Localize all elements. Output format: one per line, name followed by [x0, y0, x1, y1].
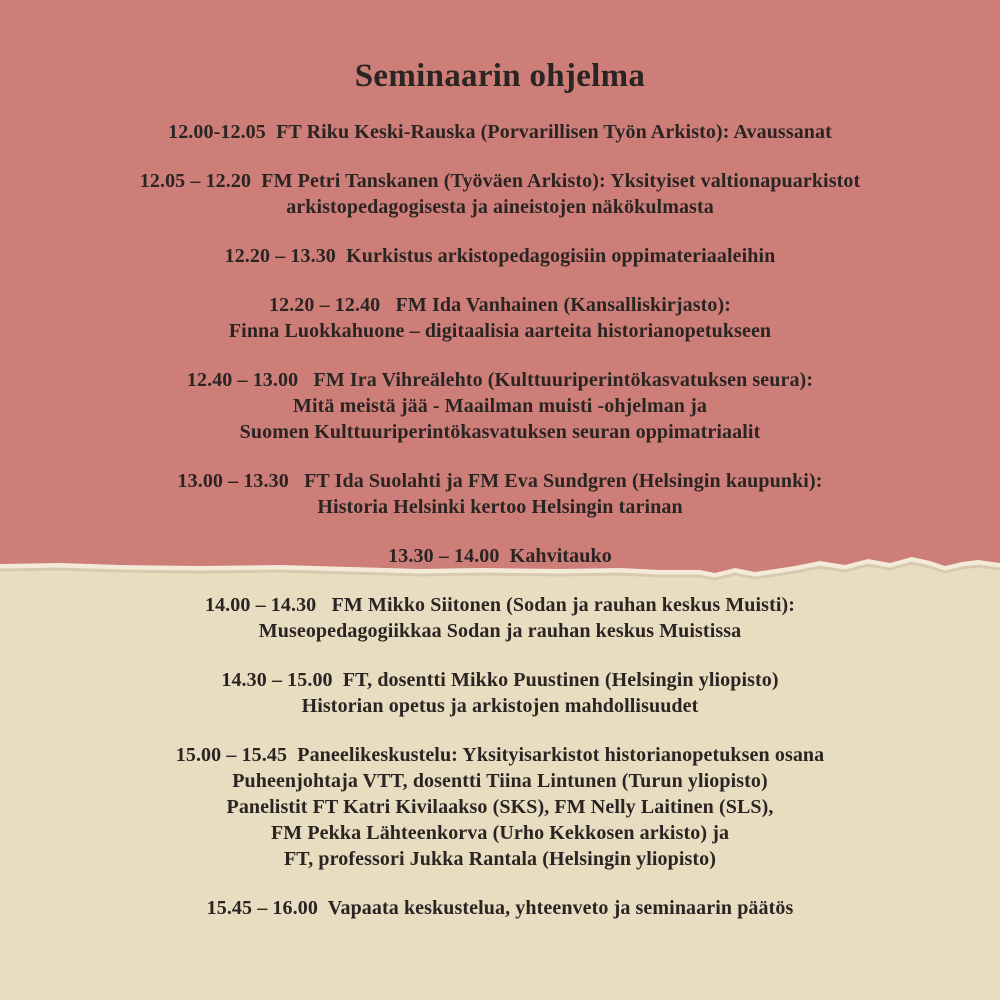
program-line: FM Pekka Lähteenkorva (Urho Kekkosen arkisto) ja — [270, 822, 730, 844]
program-block — [0, 592, 1000, 644]
program-line: 12.20 – 13.30 Kurkistus arkistopedagogisiin oppimateriaaleihin — [224, 245, 776, 267]
program-block — [0, 895, 1000, 921]
program-line: Finna Luokkahuone – digitaalisia aarteita historianopetukseen — [228, 320, 772, 342]
program-block — [0, 468, 1000, 520]
program-line: Suomen Kulttuuriperintökasvatuksen seuran oppimatriaalit — [239, 421, 761, 443]
program-line: arkistopedagogisesta ja aineistojen näkökulmasta — [286, 196, 714, 218]
program-line: 14.30 – 15.00 FT, dosentti Mikko Puustinen (Helsingin yliopisto) — [221, 669, 779, 691]
program-block — [0, 168, 1000, 220]
program-line: Puheenjohtaja VTT, dosentti Tiina Lintunen (Turun yliopisto) — [232, 770, 768, 792]
program-line: 14.00 – 14.30 FM Mikko Siitonen (Sodan ja rauhan keskus Muisti): — [204, 594, 796, 616]
page-title: Seminaarin ohjelma — [354, 58, 646, 94]
program-line: Museopedagogiikkaa Sodan ja rauhan keskus Muistissa — [258, 620, 742, 642]
program-block — [0, 742, 1000, 872]
program-block — [0, 292, 1000, 344]
program-line: 15.00 – 15.45 Paneelikeskustelu: Yksityisarkistot historianopetuksen osana — [175, 744, 825, 766]
program-line: 12.05 – 12.20 FM Petri Tanskanen (Työväen Arkisto): Yksityiset valtionapuarkistot — [139, 170, 861, 192]
program-block — [0, 543, 1000, 569]
program-line: 13.30 – 14.00 Kahvitauko — [388, 545, 612, 567]
program-line: Historian opetus ja arkistojen mahdollisuudet — [301, 695, 699, 717]
program-line: 12.00-12.05 FT Riku Keski-Rauska (Porvarillisen Työn Arkisto): Avaussanat — [168, 121, 832, 143]
program-line: 12.20 – 12.40 FM Ida Vanhainen (Kansalliskirjasto): — [268, 294, 732, 316]
program-line: 15.45 – 16.00 Vapaata keskustelua, yhteenveto ja seminaarin päätös — [206, 897, 794, 919]
program-block — [0, 119, 1000, 145]
program-line: Mitä meistä jää - Maailman muisti -ohjelman ja — [293, 395, 707, 417]
program-list — [0, 119, 1000, 921]
program-block — [0, 367, 1000, 445]
program-block — [0, 667, 1000, 719]
program-line: Panelistit FT Katri Kivilaakso (SKS), FM Nelly Laitinen (SLS), — [226, 796, 774, 818]
program-line: 12.40 – 13.00 FM Ira Vihreälehto (Kulttuuriperintökasvatuksen seura): — [186, 369, 814, 391]
program-line: 13.00 – 13.30 FT Ida Suolahti ja FM Eva Sundgren (Helsingin kaupunki): — [177, 470, 823, 492]
program-block — [0, 243, 1000, 269]
program-line: Historia Helsinki kertoo Helsingin tarinan — [317, 496, 683, 518]
program-line: FT, professori Jukka Rantala (Helsingin yliopisto) — [283, 848, 717, 870]
